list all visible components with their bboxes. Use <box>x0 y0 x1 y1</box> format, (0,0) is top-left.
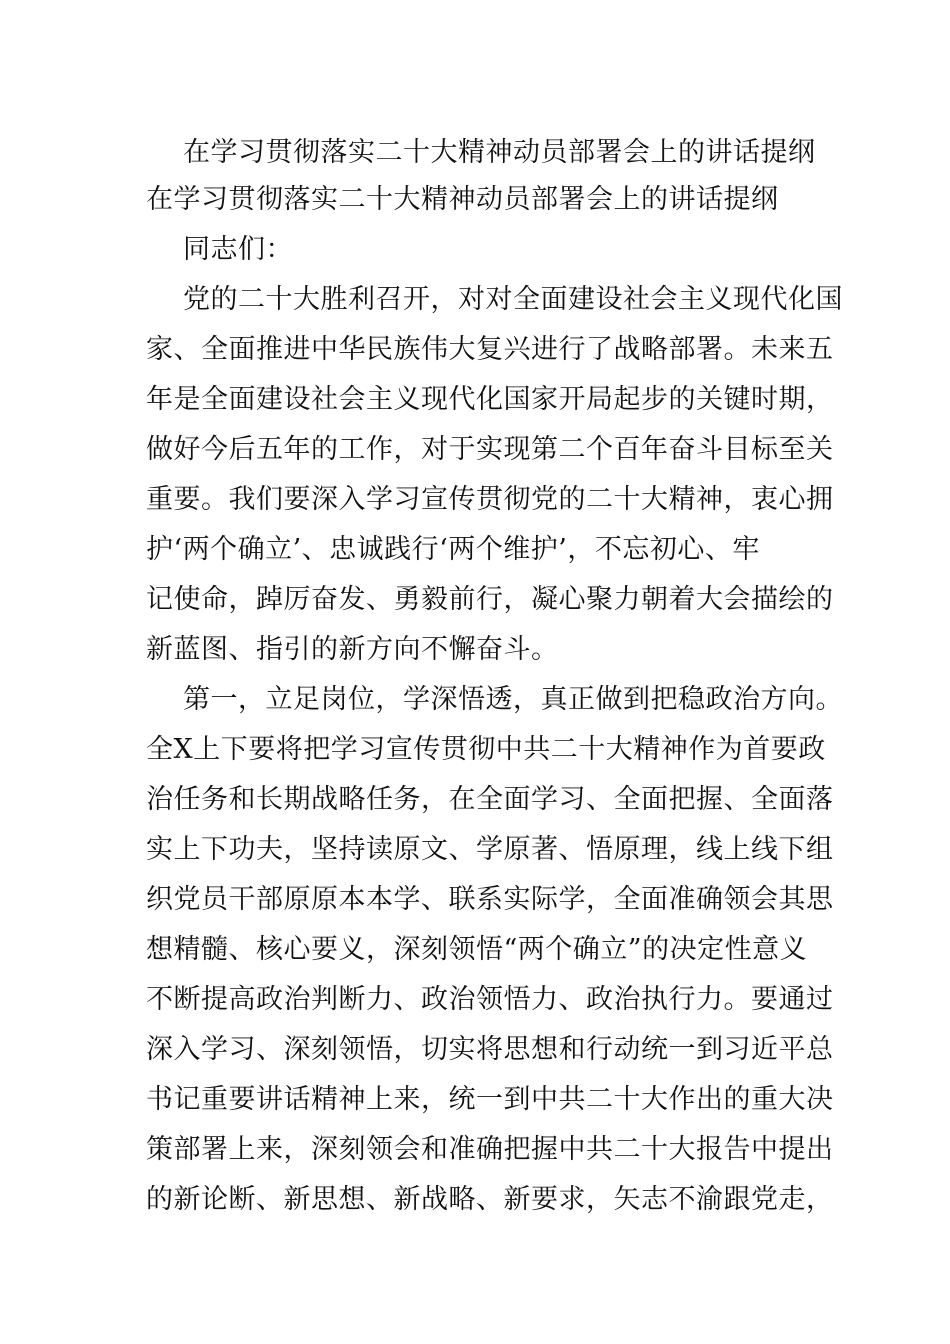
text-line: 新蓝图、指引的新方向不懈奋斗。 <box>146 634 559 665</box>
text-line: 全X上下要将把学习宣传贯彻中共二十大精神作为首要政 <box>146 734 826 765</box>
text-line: 做好今后五年的工作，对于实现第二个百年奋斗目标至关 <box>146 434 834 465</box>
text-line: 书记重要讲话精神上来，统一到中共二十大作出的重大决 <box>146 1084 834 1115</box>
text-line: 策部署上来，深刻领会和准确把握中共二十大报告中提出 <box>146 1134 834 1165</box>
text-line: 第一，立足岗位，学深悟透，真正做到把稳政治方向。 <box>183 684 843 715</box>
text-line: 年是全面建设社会主义现代化国家开局起步的关键时期， <box>146 384 834 415</box>
text-line: 不断提高政治判断力、政治领悟力、政治执行力。要通过 <box>146 984 834 1015</box>
text-line: 想精髓、核心要义，深刻领悟“两个确立”的决定性意义 <box>146 934 808 965</box>
text-line: 实上下功夫，坚持读原文、学原著、悟原理，线上线下组 <box>146 834 834 865</box>
document-title-repeat: 在学习贯彻落实二十大精神动员部署会上的讲话提纲 <box>146 184 779 215</box>
text-line: 织党员干部原原本本学、联系实际学，全面准确领会其思 <box>146 884 834 915</box>
text-line: 的新论断、新思想、新战略、新要求，矢志不渝跟党走， <box>146 1184 834 1215</box>
text-line: 记使命，踔厉奋发、勇毅前行，凝心聚力朝着大会描绘的 <box>146 584 834 615</box>
text-line: 深入学习、深刻领悟，切实将思想和行动统一到习近平总 <box>146 1034 834 1065</box>
text-line: 重要。我们要深入学习宣传贯彻党的二十大精神，衷心拥 <box>146 484 834 515</box>
text-line: 护‘两个确立’、忠诚践行‘两个维护’，不忘初心、牢 <box>146 534 760 565</box>
text-line: 家、全面推进中华民族伟大复兴进行了战略部署。未来五 <box>146 334 834 365</box>
document-title: 在学习贯彻落实二十大精神动员部署会上的讲话提纲 <box>183 137 816 168</box>
text-line: 治任务和长期战略任务，在全面学习、全面把握、全面落 <box>146 784 834 815</box>
salutation: 同志们： <box>183 234 293 265</box>
text-line: 党的二十大胜利召开，对对全面建设社会主义现代化国 <box>183 284 843 315</box>
